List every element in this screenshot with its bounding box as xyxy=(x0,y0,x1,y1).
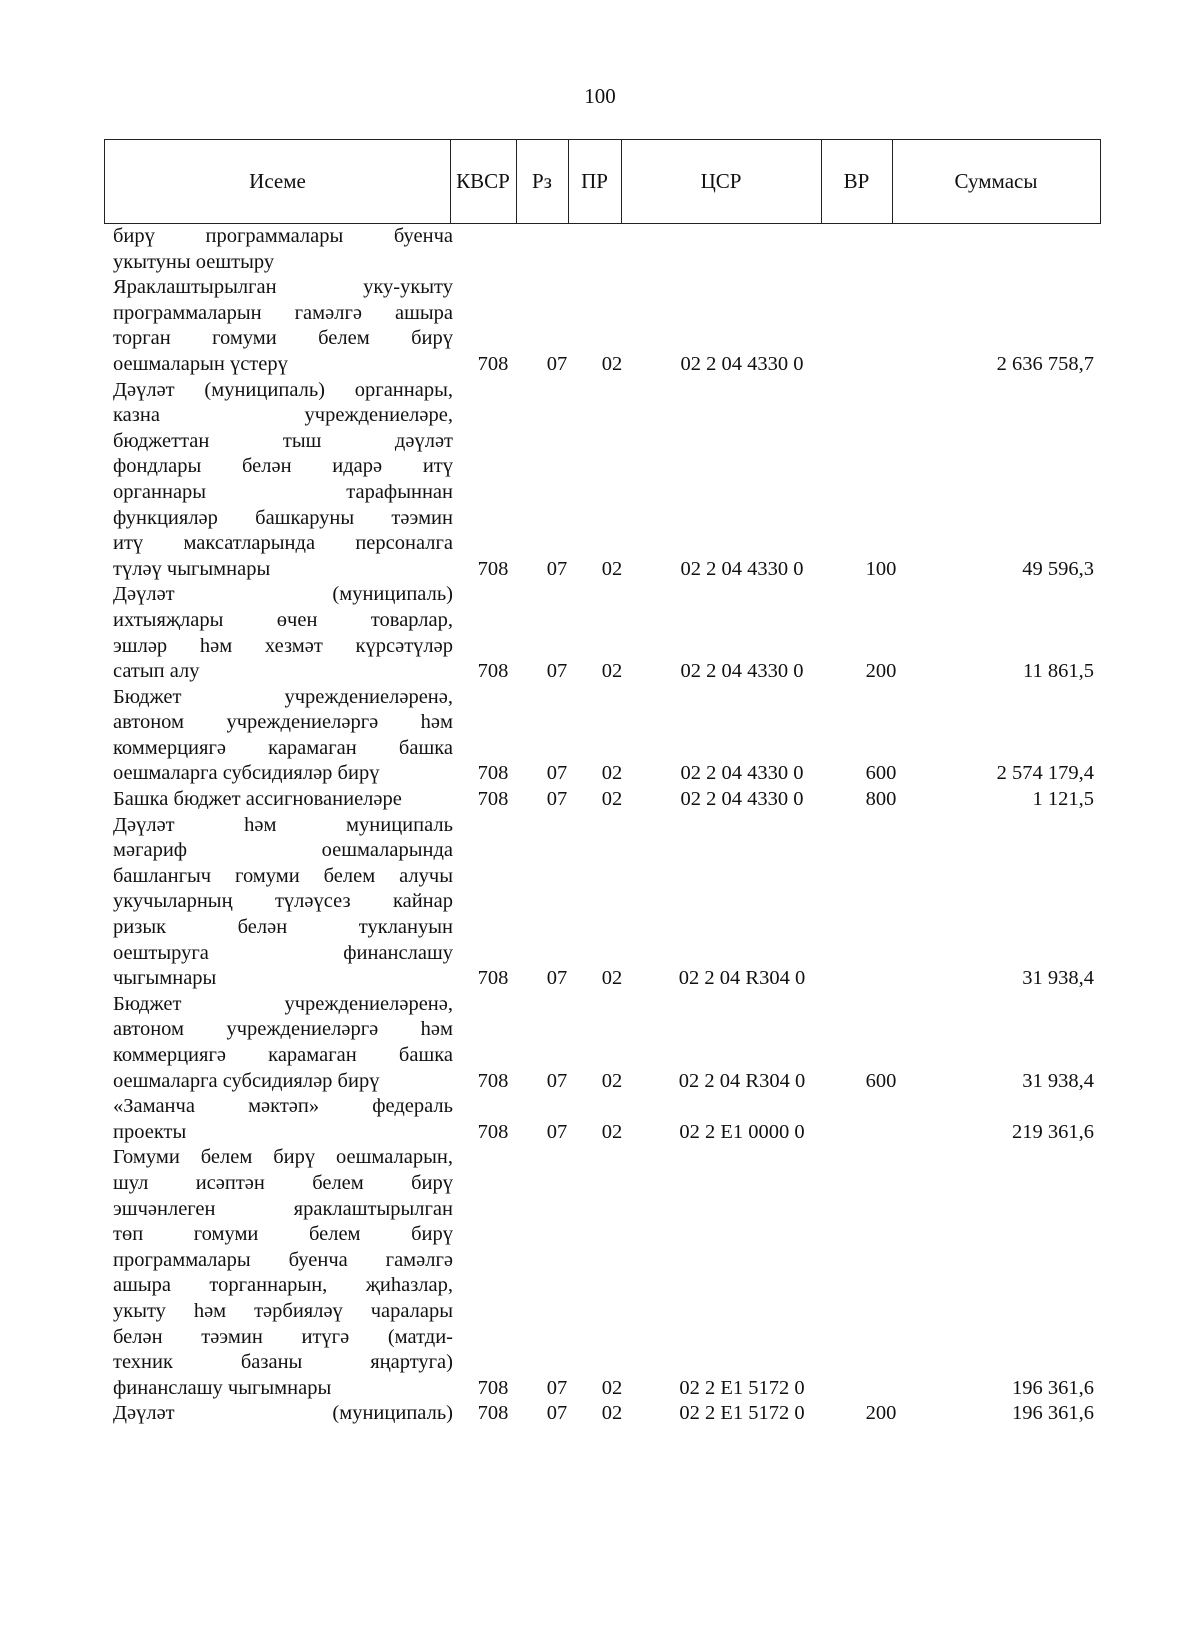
row-name-line: Дәүләт (муниципаль) органнары, xyxy=(113,378,453,401)
row-sum: 49 596,3 xyxy=(1022,557,1094,580)
row-csr: 02 2 Е1 5172 0 xyxy=(679,1402,805,1425)
row-name-line: ихтыяҗлары өчен товарлар, xyxy=(113,608,453,631)
row-name-line: ашыра торганнарын, җиһазлар, xyxy=(113,1274,453,1297)
row-name-line: Яраклаштырылган уку-укыту xyxy=(113,276,453,299)
row-codes xyxy=(0,557,1200,583)
row-name-line: белән тәэмин итүгә (матди- xyxy=(113,1325,453,1348)
row-name-line: укытуны оештыру xyxy=(113,250,275,273)
row-name-line: автоном учреждениеләргә һәм xyxy=(113,711,453,734)
row-name-line: укучыларның түләүсез кайнар xyxy=(113,890,453,913)
row-name-line: чыгымнары xyxy=(113,967,217,990)
row-codes xyxy=(0,1120,1200,1146)
row-csr: 02 2 04 4330 0 xyxy=(680,788,804,811)
table-row xyxy=(0,787,1200,813)
row-name-line: оешмаларын үстерү xyxy=(113,352,288,375)
row-sum: 196 361,6 xyxy=(1012,1402,1094,1425)
row-csr: 02 2 Е1 5172 0 xyxy=(679,1376,805,1399)
row-name-line: проекты xyxy=(113,1120,187,1143)
table-row xyxy=(0,685,1200,787)
row-rz: 07 xyxy=(546,1120,568,1143)
table-row xyxy=(0,813,1200,992)
row-csr: 02 2 04 4330 0 xyxy=(680,660,804,683)
row-name-line: Бюджет учреждениеләренә, xyxy=(113,992,453,1015)
row-name-line: мәгариф оешмаларында xyxy=(113,839,453,862)
header-name: Исеме xyxy=(249,169,306,193)
row-codes xyxy=(0,966,1200,992)
row-name-line: төп гомуми белем бирү xyxy=(113,1223,453,1246)
row-name-line: автоном учреждениеләргә һәм xyxy=(113,1018,453,1041)
row-vr: 800 xyxy=(865,788,897,811)
row-rz: 07 xyxy=(546,1402,568,1425)
row-name-line: Гомуми белем бирү оешмаларын, xyxy=(113,1146,453,1169)
row-pr: 02 xyxy=(601,1376,623,1399)
row-rz: 07 xyxy=(546,967,568,990)
row-kvsr: 708 xyxy=(477,762,509,785)
table-row xyxy=(0,992,1200,1094)
row-name-line: «Заманча мәктәп» федераль xyxy=(113,1095,453,1118)
header-pr: ПР xyxy=(581,169,608,193)
row-codes xyxy=(0,659,1200,685)
row-rz: 07 xyxy=(546,660,568,683)
row-name-line: Бюджет учреждениеләренә, xyxy=(113,685,453,708)
row-vr: 100 xyxy=(865,557,897,580)
row-kvsr: 708 xyxy=(477,788,509,811)
row-pr: 02 xyxy=(601,660,623,683)
row-vr: 600 xyxy=(865,762,897,785)
table-row xyxy=(0,1401,1200,1427)
row-pr: 02 xyxy=(601,788,623,811)
table-row xyxy=(0,224,1200,275)
row-name xyxy=(113,378,453,583)
row-codes xyxy=(0,1376,1200,1402)
row-codes xyxy=(0,1401,1200,1427)
row-name-line: финанслашу чыгымнары xyxy=(113,1376,332,1399)
row-pr: 02 xyxy=(601,1069,623,1092)
row-name-line: эшләр һәм хезмәт күрсәтүләр xyxy=(113,634,453,657)
row-name-line: Башка бюджет ассигнованиеләре xyxy=(113,788,402,811)
header-sum: Суммасы xyxy=(954,169,1038,193)
row-name-line: бюджеттан тыш дәүләт xyxy=(113,429,453,452)
table-row xyxy=(0,1145,1200,1401)
header-vr: ВР xyxy=(843,169,870,193)
row-pr: 02 xyxy=(601,1402,623,1425)
row-pr: 02 xyxy=(601,762,623,785)
row-pr: 02 xyxy=(601,352,623,375)
row-kvsr: 708 xyxy=(477,1402,509,1425)
row-sum: 2 636 758,7 xyxy=(996,352,1094,375)
row-name-line: сатып алу xyxy=(113,660,200,683)
row-pr: 02 xyxy=(601,967,623,990)
row-name-line: оешмаларга субсидияләр бирү xyxy=(113,1069,380,1092)
header-kvsr: КВСР xyxy=(456,169,510,193)
row-sum: 196 361,6 xyxy=(1012,1376,1094,1399)
row-sum: 11 861,5 xyxy=(1023,660,1094,683)
row-csr: 02 2 04 R304 0 xyxy=(678,1069,806,1092)
row-kvsr: 708 xyxy=(477,557,509,580)
row-sum: 31 938,4 xyxy=(1022,1069,1094,1092)
row-vr: 200 xyxy=(865,660,897,683)
row-name-line: торган гомуми белем бирү xyxy=(113,327,453,350)
row-codes xyxy=(0,787,1200,813)
row-vr: 600 xyxy=(865,1069,897,1092)
row-name-line: ризык белән туклануын xyxy=(113,916,453,939)
row-name-line: түләү чыгымнары xyxy=(113,557,271,580)
row-codes xyxy=(0,352,1200,378)
row-name-line: башлангыч гомуми белем алучы xyxy=(113,864,453,887)
row-name-line: Дәүләт (муниципаль) xyxy=(113,583,453,606)
row-name xyxy=(113,1145,453,1401)
row-name-line: фондлары белән идарә итү xyxy=(113,455,453,478)
row-codes xyxy=(0,250,1200,276)
table-row xyxy=(0,378,1200,583)
row-name xyxy=(113,813,453,992)
row-csr: 02 2 04 4330 0 xyxy=(680,352,804,375)
row-name-line: программалары буенча гамәлгә xyxy=(113,1248,453,1271)
row-sum: 1 121,5 xyxy=(1032,788,1094,811)
row-name-line: итү максатларында персоналга xyxy=(113,532,453,555)
table-header xyxy=(104,139,1101,224)
row-pr: 02 xyxy=(601,1120,623,1143)
row-csr: 02 2 04 4330 0 xyxy=(680,557,804,580)
row-rz: 07 xyxy=(546,1069,568,1092)
row-name-line: Дәүләт һәм муниципаль xyxy=(113,813,453,836)
row-kvsr: 708 xyxy=(477,1376,509,1399)
row-name-line: функцияләр башкаруны тәэмин xyxy=(113,506,453,529)
row-sum: 219 361,6 xyxy=(1012,1120,1094,1143)
row-name-line: укыту һәм тәрбияләү чаралары xyxy=(113,1299,453,1322)
row-name-line: оешмаларга субсидияләр бирү xyxy=(113,762,380,785)
row-rz: 07 xyxy=(546,557,568,580)
row-rz: 07 xyxy=(546,762,568,785)
row-rz: 07 xyxy=(546,1376,568,1399)
row-name-line: коммерциягә карамаган башка xyxy=(113,1044,453,1066)
row-name-line: эшчәнлеген яраклаштырылган xyxy=(113,1197,453,1220)
row-sum: 2 574 179,4 xyxy=(996,762,1094,785)
row-kvsr: 708 xyxy=(477,1069,509,1092)
row-name-line: оештыруга финанслашу xyxy=(113,941,453,964)
row-vr: 200 xyxy=(865,1402,897,1425)
row-rz: 07 xyxy=(546,352,568,375)
table-body xyxy=(0,224,1200,1427)
row-name-line: техник базаны яңартуга) xyxy=(113,1351,453,1374)
row-csr: 02 2 04 R304 0 xyxy=(678,967,806,990)
row-codes xyxy=(0,1069,1200,1095)
row-kvsr: 708 xyxy=(477,1120,509,1143)
row-name-line: шул исәптән белем бирү xyxy=(113,1171,453,1194)
row-pr: 02 xyxy=(601,557,623,580)
row-kvsr: 708 xyxy=(477,660,509,683)
row-csr: 02 2 Е1 0000 0 xyxy=(679,1120,805,1143)
row-name-line: бирү программалары буенча xyxy=(113,225,453,247)
row-name-line: органнары тарафыннан xyxy=(113,480,453,503)
row-name-line: программаларын гамәлгә ашыра xyxy=(113,301,453,324)
row-rz: 07 xyxy=(546,788,568,811)
row-kvsr: 708 xyxy=(477,352,509,375)
row-kvsr: 708 xyxy=(477,967,509,990)
header-rz: Рз xyxy=(532,169,552,193)
row-codes xyxy=(0,761,1200,787)
row-csr: 02 2 04 4330 0 xyxy=(680,762,804,785)
page-number: 100 xyxy=(584,84,616,108)
row-name-line: Дәүләт (муниципаль) xyxy=(113,1402,453,1425)
header-csr: ЦСР xyxy=(700,169,742,193)
table-row xyxy=(0,1094,1200,1145)
row-name-line: коммерциягә карамаган башка xyxy=(113,736,453,759)
table-row xyxy=(0,582,1200,684)
row-sum: 31 938,4 xyxy=(1022,967,1094,990)
table-row xyxy=(0,275,1200,377)
row-name-line: казна учреждениеләре, xyxy=(113,404,453,427)
